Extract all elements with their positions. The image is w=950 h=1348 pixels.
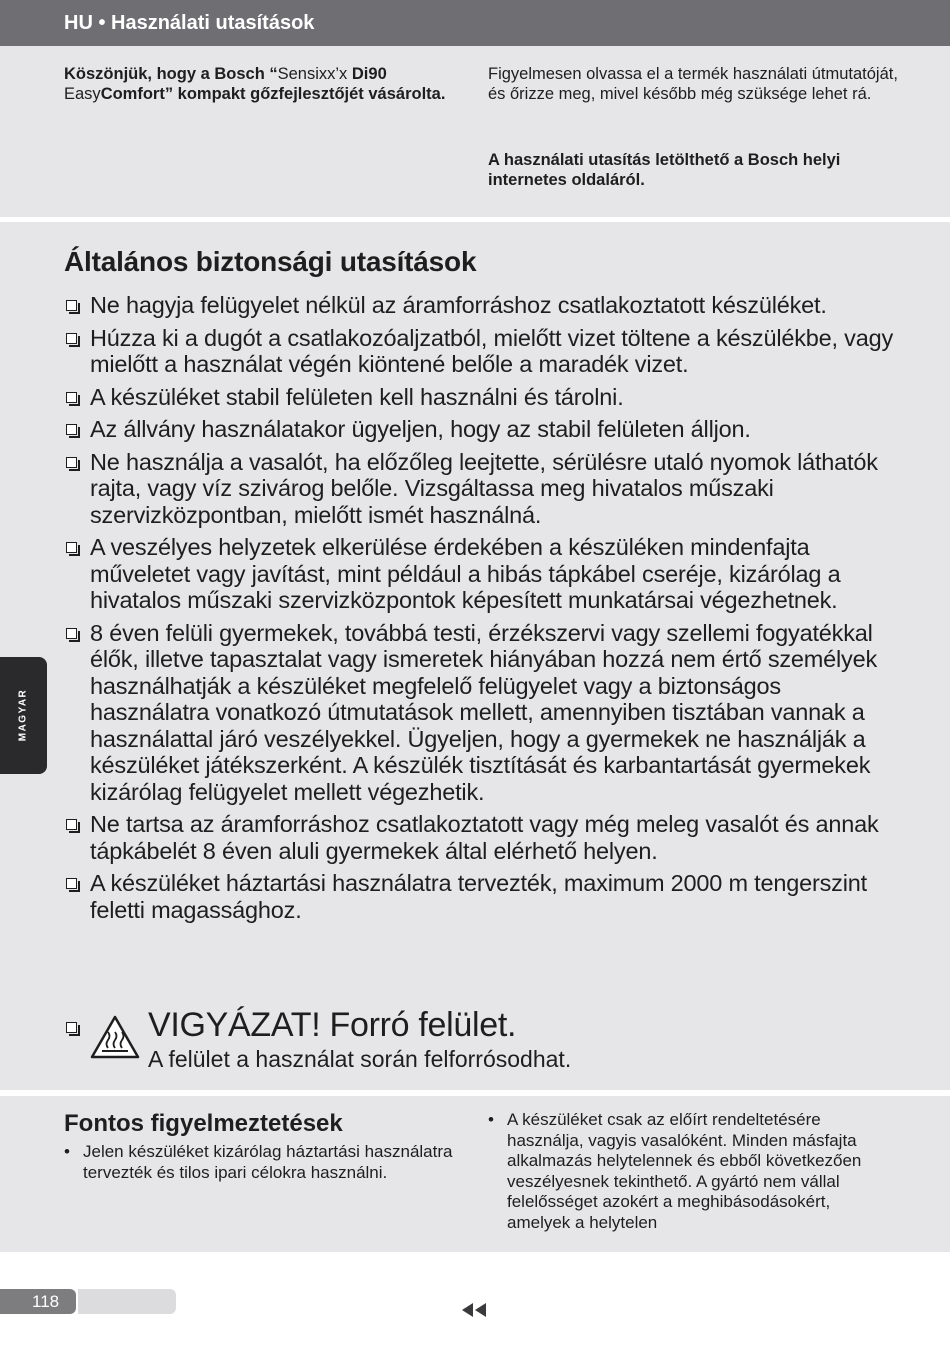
- read-notice: Figyelmesen olvassa el a termék használati útmutatóját, és őrizze meg, mivel később még szüksége lehet rá.: [488, 65, 898, 103]
- header-bar: [0, 0, 950, 46]
- download-notice: A használati utasítás letölthető a Bosch helyi internetes oldaláról.: [488, 151, 841, 189]
- thanks-text: [64, 64, 464, 104]
- thanks-normal-1: Sensixx’x: [277, 65, 352, 83]
- checkbox-bullet-icon: [66, 333, 77, 344]
- list-item-text: Húzza ki a dugót a csatlakozóaljzatból, mielőtt vizet töltene a készülékbe, vagy mielőtt a használat végén kiöntené belőle a maradék vizet.: [90, 324, 894, 377]
- important-panel: [0, 1096, 950, 1252]
- warning-text: A felület a használat során felforrósodhat.: [148, 1046, 572, 1072]
- important-title: Fontos figyelmeztetések: [64, 1110, 343, 1137]
- list-item-text: Ne használja a vasalót, ha előzőleg leejtette, sérülésre utaló nyomok láthatók rajta, vagy víz szivárog belőle. Vizsgáltassa meg hivatalos műszaki szervizközpontban, mielőtt ismét használná.: [90, 448, 878, 528]
- page-number-badge: [0, 1289, 76, 1314]
- list-item: [64, 620, 904, 806]
- checkbox-bullet-icon: [66, 819, 77, 830]
- page-number: 118: [32, 1292, 60, 1311]
- thanks-bold-2: Di90: [351, 65, 387, 83]
- list-item-text: Az állvány használatakor ügyeljen, hogy az stabil felületen álljon.: [90, 416, 751, 442]
- checkbox-bullet-icon: [66, 628, 77, 639]
- list-item: • Jelen készüléket kizárólag háztartási használatra tervezték és tilos ipari célokra használni.: [64, 1142, 459, 1183]
- list-item: [64, 384, 904, 411]
- thanks-bold-1: Köszönjük, hogy a Bosch “: [64, 65, 278, 83]
- list-item: [64, 449, 904, 529]
- checkbox-bullet-icon: [66, 542, 77, 553]
- list-item: [64, 292, 904, 319]
- safety-title: Általános biztonsági utasítások: [64, 246, 477, 277]
- safety-panel: [0, 222, 950, 1090]
- list-item: [64, 870, 904, 923]
- checkbox-bullet-icon: [66, 392, 77, 403]
- hot-surface-icon: [90, 1014, 140, 1060]
- list-item-text: A készüléket háztartási használatra tervezték, maximum 2000 m tengerszint feletti magassághoz.: [90, 870, 867, 923]
- checkbox-bullet-icon: [66, 300, 77, 311]
- important-left-column: [64, 1142, 459, 1183]
- list-item: [64, 325, 904, 378]
- important-right-column: [488, 1110, 888, 1233]
- checkbox-bullet-icon: [66, 878, 77, 889]
- list-item: [64, 534, 904, 614]
- intro-panel: [0, 46, 950, 217]
- language-label: MAGYAR: [17, 688, 29, 742]
- thanks-bold-3: Comfort” kompakt gőzfejlesztőjét vásárolta.: [100, 85, 446, 103]
- list-item: [64, 811, 904, 864]
- list-item-text: Ne tartsa az áramforráshoz csatlakoztatott vagy még meleg vasalót és annak tápkábelét 8 éven aluli gyermekek által elérhető helyen.: [90, 811, 879, 864]
- page-number-bar: [78, 1289, 176, 1314]
- checkbox-bullet-icon: [66, 1022, 77, 1033]
- safety-list: [64, 292, 904, 929]
- checkbox-bullet-icon: [66, 424, 77, 435]
- list-item: • A készüléket csak az előírt rendeltetésére használja, vagyis vasalóként. Minden másfajta alkalmazás helytelennek és ebből következően veszélyesnek tekinthető. A gyártó nem vállal felelősséget azokért a meghibásodásokért, amelyek a helytelen: [488, 1110, 888, 1233]
- header-title: HU • Használati utasítások: [64, 12, 315, 34]
- list-item-text: Ne hagyja felügyelet nélkül az áramforráshoz csatlakoztatott készüléket.: [90, 292, 827, 318]
- list-item-text: 8 éven felüli gyermekek, továbbá testi, érzékszervi vagy szellemi fogyatékkal élők, illetve tapasztalat vagy ismeretek hiányában hozzá nem értő személyek használhatják a készüléket megfelelő felügyelet vagy a biztonságos használatra vonatkozó útmutatások mellett, amennyiben tisztában vannak a használattal járó veszélyekkel. Ügyeljen, hogy a gyermekek ne használják a készüléket játékszerként. A készülék tisztítását és karbantartását gyermekek kizárólag felügyelet mellett végezhetik.: [90, 619, 878, 805]
- list-item-text: A készüléket stabil felületen kell használni és tárolni.: [90, 383, 624, 410]
- thanks-normal-2: Easy: [64, 85, 101, 103]
- rewind-arrows-icon[interactable]: [460, 1302, 488, 1318]
- warning-title: VIGYÁZAT! Forró felület.: [148, 1006, 517, 1044]
- checkbox-bullet-icon: [66, 457, 77, 468]
- list-item-text: A veszélyes helyzetek elkerülése érdekében a készüléken mindenfajta műveletet vagy javítást, mint például a hibás tápkábel cseréje, kizárólag a hivatalos műszaki szervizközpontok képesített munkatársai végezhetnek.: [90, 534, 841, 613]
- list-item: [64, 416, 904, 443]
- language-side-tab: [0, 657, 47, 774]
- hot-surface-warning: [64, 1006, 904, 1082]
